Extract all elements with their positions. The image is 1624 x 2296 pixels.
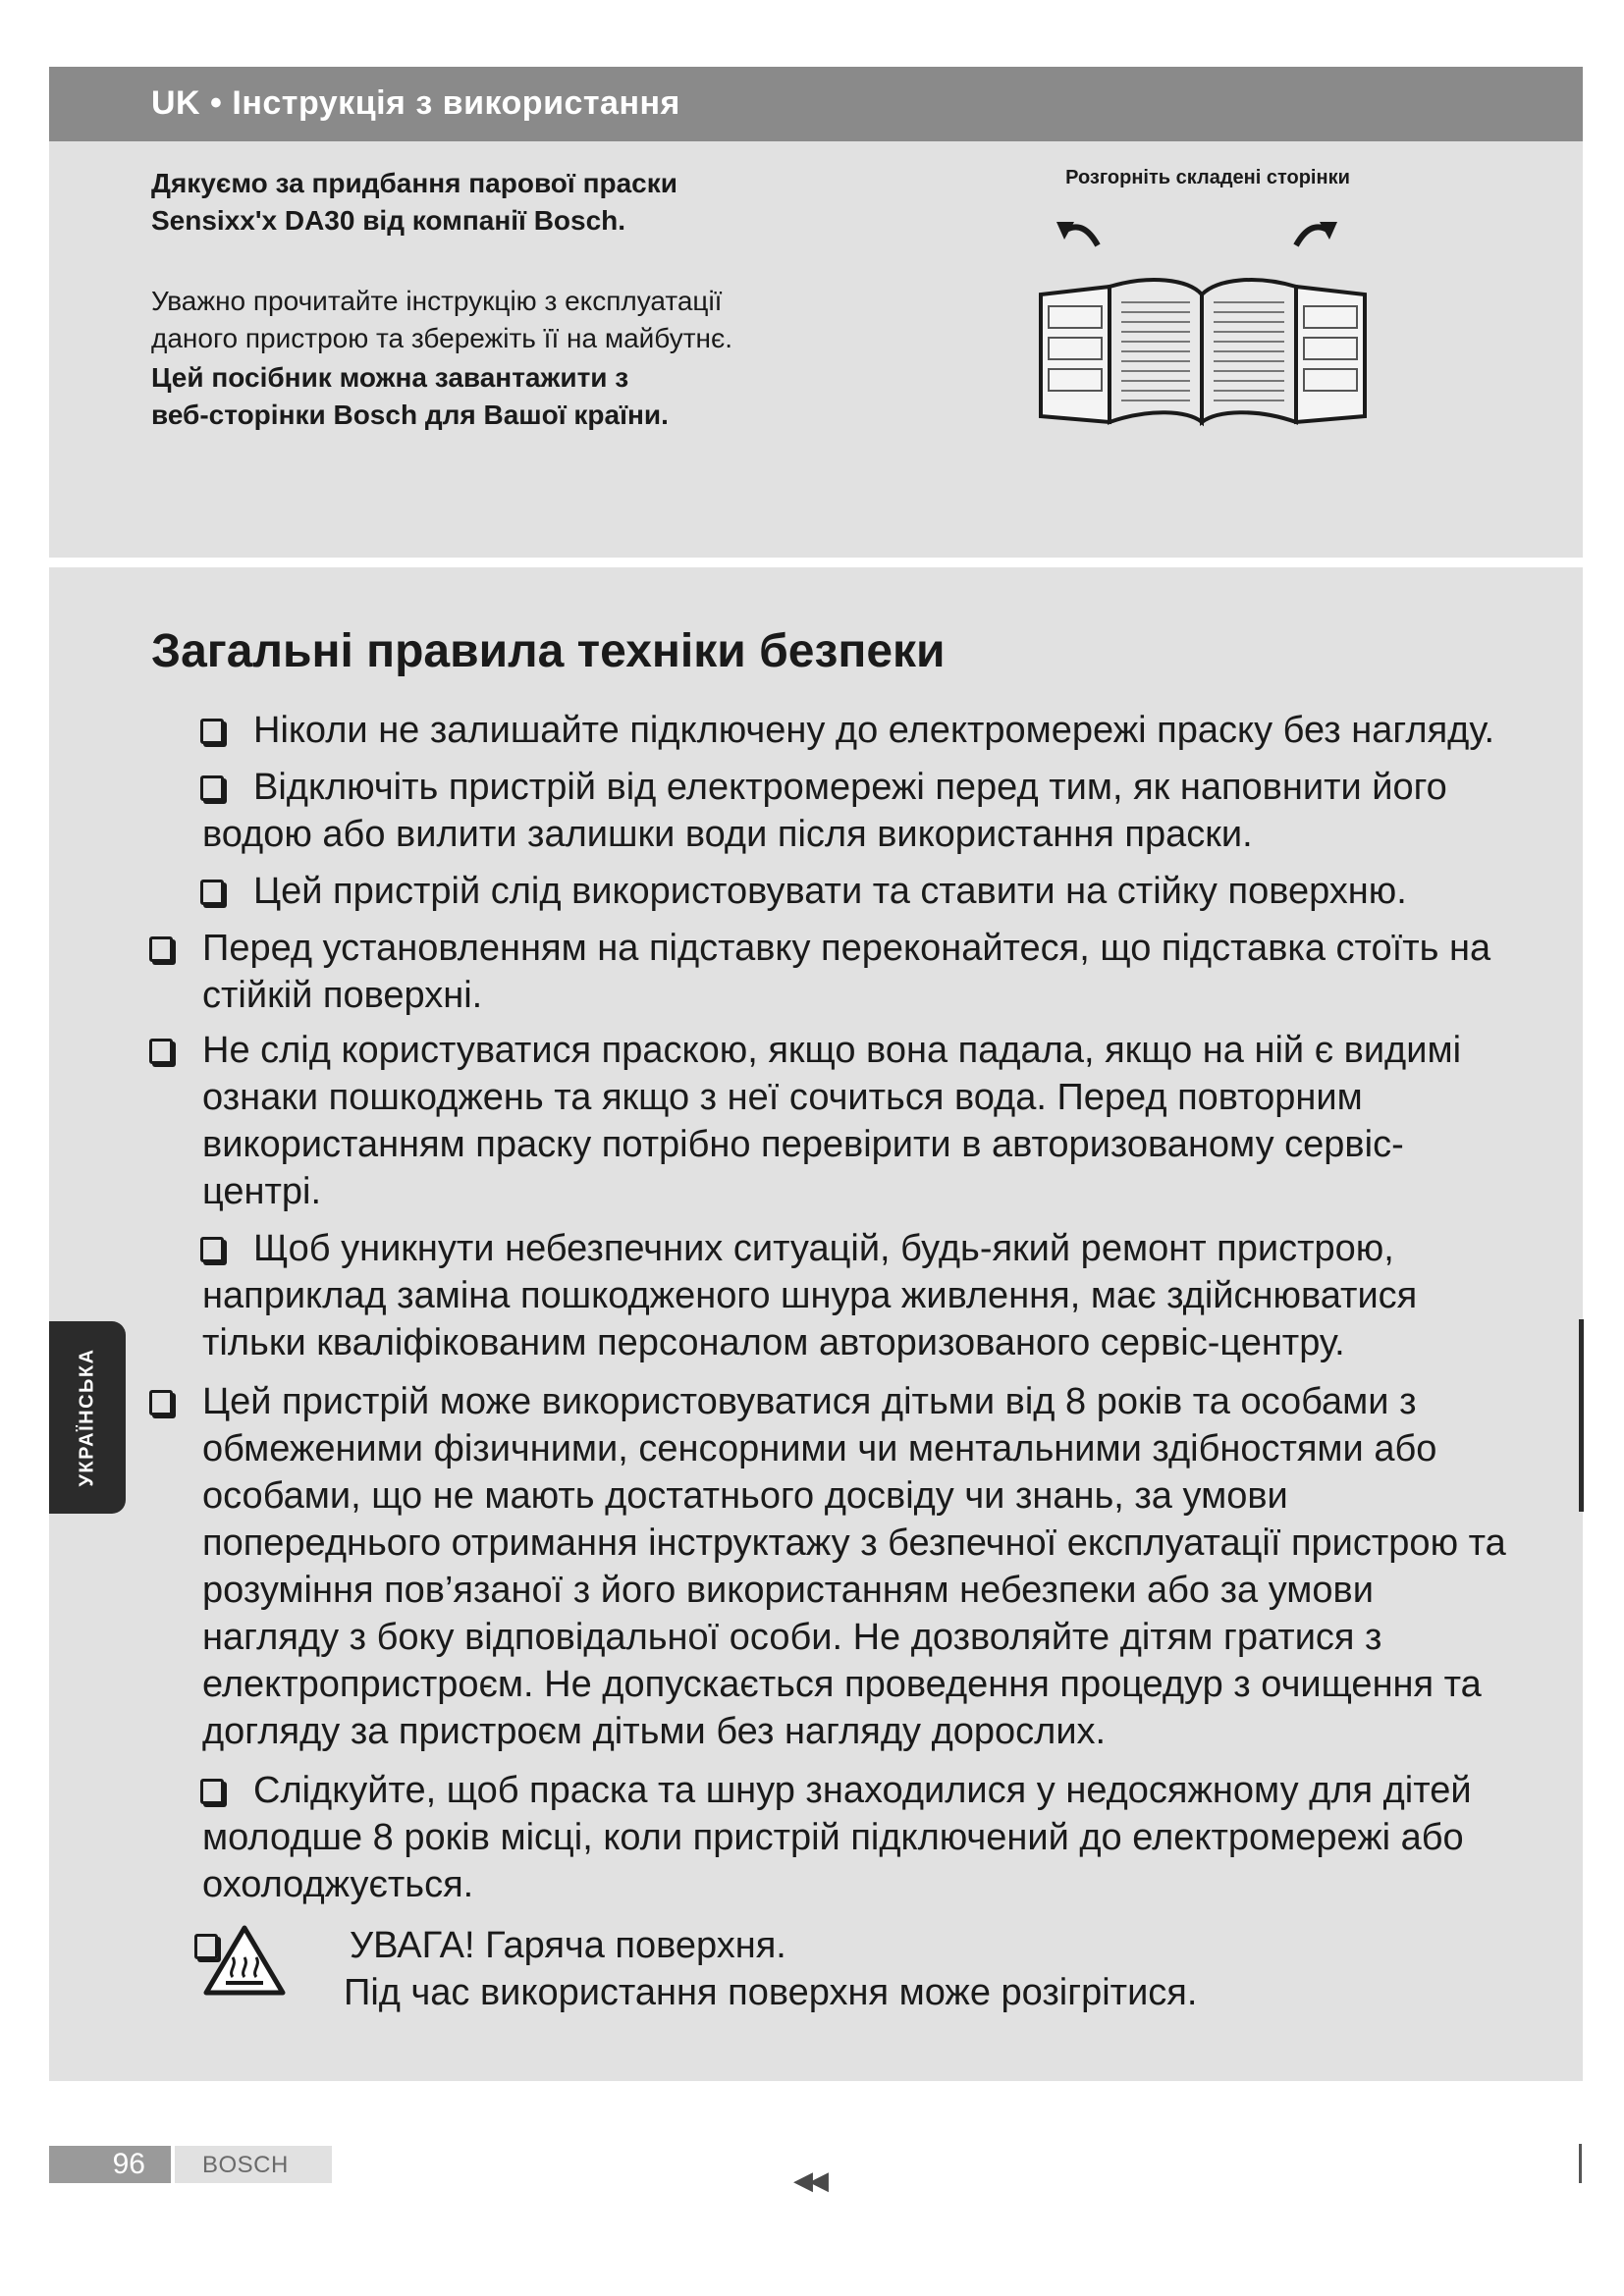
rule-text: розуміння пов’язаної з його використанням небезпеки або за умови — [202, 1570, 1374, 1611]
read-line-1: Уважно прочитайте інструкцію з експлуатації — [151, 286, 723, 316]
checkbox-bullet-icon — [149, 1039, 173, 1064]
rule-text: Цей пристрій може використовуватися дітьми від 8 років та особами з — [202, 1381, 1417, 1422]
rule-text: водою або вилити залишки води після використання праски. — [202, 814, 1253, 855]
unfold-caption: Розгорніть складені сторінки — [1065, 167, 1350, 188]
hot-surface-warning — [344, 1922, 1430, 2016]
rule-text: електропристроєм. Не допускається проведення процедур з очищення та — [202, 1664, 1482, 1705]
brand-name: BOSCH — [202, 2152, 289, 2178]
rule-text: центрі. — [202, 1171, 321, 1212]
right-margin-marker — [1579, 2144, 1582, 2183]
unfold-pages-icon — [1031, 200, 1384, 514]
checkbox-bullet-icon — [149, 1390, 173, 1415]
download-text — [151, 359, 669, 434]
language-side-tab — [49, 1321, 126, 1514]
brand-box — [175, 2146, 332, 2183]
rule-text: Не слід користуватися праскою, якщо вона падала, якщо на ній є видимі — [202, 1030, 1462, 1071]
rewind-icon[interactable]: ◀◀ — [793, 2165, 825, 2195]
rule-text: тільки кваліфікованим персоналом авторизованого сервіс-центру. — [202, 1322, 1345, 1363]
checkbox-bullet-icon — [200, 880, 224, 905]
thanks-line-2: Sensixx'x DA30 від компанії Bosch. — [151, 205, 626, 236]
rule-text: Перед установленням на підставку переконайтеся, що підставка стоїть на — [202, 928, 1491, 969]
language-tab-label: УКРАЇНСЬКА — [76, 1348, 98, 1487]
safety-panel — [49, 567, 1583, 2081]
safety-rule-1 — [253, 707, 1569, 754]
rule-text: обмеженими фізичними, сенсорними чи ментальними здібностями або — [202, 1428, 1437, 1469]
header-bar — [49, 67, 1583, 141]
page-number: 96 — [112, 2148, 145, 2180]
rule-text: Слідкуйте, щоб праска та шнур знаходилися у недосяжному для дітей — [253, 1770, 1472, 1811]
rule-text: нагляду з боку відповідальної особи. Не дозволяйте дітям гратися з — [202, 1617, 1382, 1658]
right-margin-marker — [1579, 1319, 1584, 1512]
rule-text: ознаки пошкоджень та якщо з неї сочиться вода. Перед повторним — [202, 1077, 1363, 1118]
rule-text: використанням праску потрібно перевірити в авторизованому сервіс- — [202, 1124, 1404, 1165]
read-instructions-text — [151, 283, 732, 357]
rule-text: Ніколи не залишайте підключену до електромережі праску без нагляду. — [253, 710, 1495, 751]
rule-text: стійкій поверхні. — [202, 975, 483, 1016]
checkbox-bullet-icon — [200, 719, 224, 744]
rule-text: догляду за пристроєм дітьми без нагляду дорослих. — [202, 1711, 1107, 1752]
page-number-box — [49, 2146, 171, 2183]
safety-rule-2 — [202, 764, 1569, 858]
download-line-1: Цей посібник можна завантажити з — [151, 362, 629, 393]
rule-text: Відключіть пристрій від електромережі перед тим, як наповнити його — [253, 767, 1447, 808]
safety-rule-8 — [202, 1767, 1569, 1908]
thanks-text — [151, 165, 677, 240]
safety-rule-6 — [202, 1225, 1569, 1366]
intro-panel — [49, 141, 1583, 558]
checkbox-bullet-icon — [149, 936, 173, 962]
rule-text: особами, що не мають достатнього досвіду чи знань, за умови — [202, 1475, 1288, 1517]
rule-text: Щоб уникнути небезпечних ситуацій, будь-який ремонт пристрою, — [253, 1228, 1394, 1269]
read-line-2: даного пристрою та збережіть її на майбутнє. — [151, 323, 733, 353]
rule-text: молодше 8 років місці, коли пристрій підключений до електромережі або — [202, 1817, 1464, 1858]
page-title: UK • Інструкція з використання — [151, 84, 680, 122]
warning-text: Під час використання поверхня може розігрітися. — [344, 1972, 1198, 2013]
checkbox-bullet-icon — [200, 1779, 224, 1804]
hot-surface-warning-icon — [200, 1922, 289, 2001]
rule-text: охолоджується. — [202, 1864, 474, 1905]
safety-rule-4 — [202, 925, 1567, 1019]
safety-rule-3 — [253, 868, 1569, 915]
safety-rule-5 — [202, 1027, 1567, 1215]
checkbox-bullet-icon — [200, 775, 224, 801]
rule-text: попереднього отримання інструктажу з безпечної експлуатації пристрою та — [202, 1522, 1506, 1564]
section-title: Загальні правила техніки безпеки — [151, 625, 946, 677]
safety-rule-7 — [202, 1378, 1587, 1755]
thanks-line-1: Дякуємо за придбання парової праски — [151, 168, 677, 198]
rule-text: Цей пристрій слід використовувати та ставити на стійку поверхню. — [253, 871, 1407, 912]
rule-text: наприклад заміна пошкодженого шнура живлення, має здійснюватися — [202, 1275, 1418, 1316]
warning-title: УВАГА! Гаряча поверхня. — [350, 1925, 786, 1966]
checkbox-bullet-icon — [200, 1237, 224, 1262]
download-line-2: веб-сторінки Bosch для Вашої країни. — [151, 400, 669, 430]
